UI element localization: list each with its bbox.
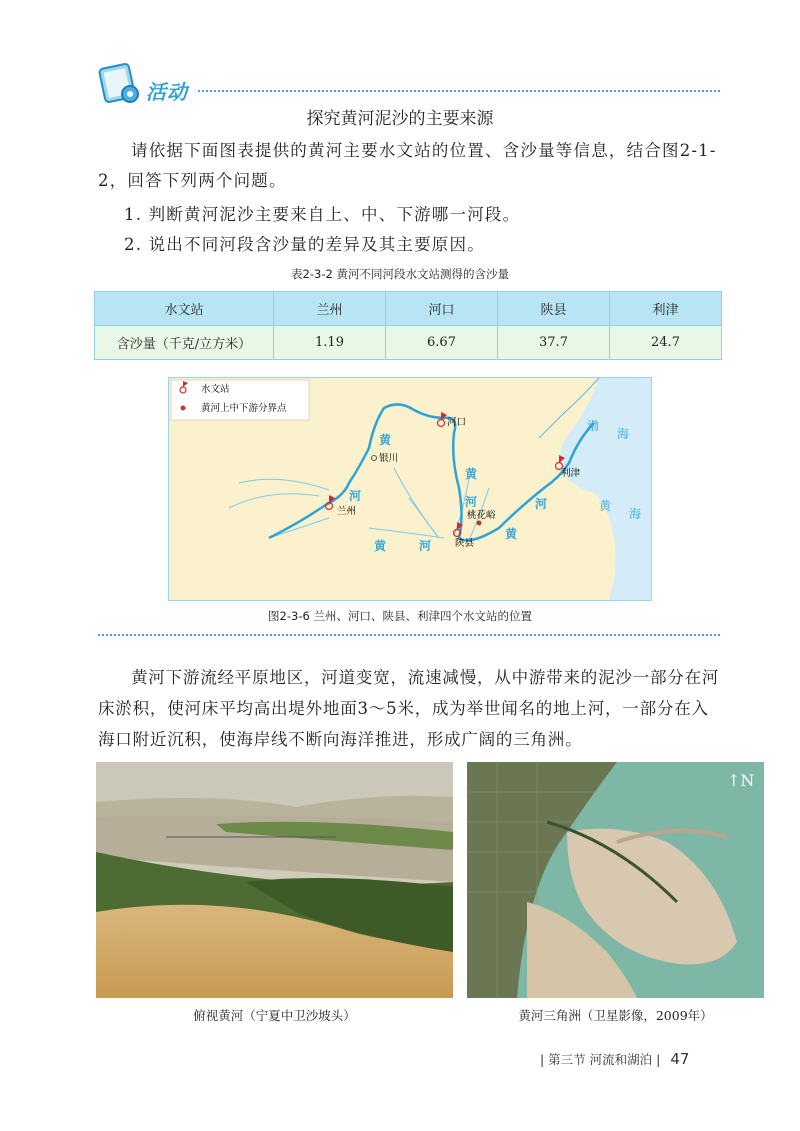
photo-right-caption: 黄河三角洲（卫星影像，2009年） [518, 1008, 713, 1023]
north-arrow-label: ↑N [727, 771, 755, 790]
table-cell: 24.7 [610, 326, 722, 360]
city-hekou: 河口 [447, 417, 467, 428]
river-label: 河 [349, 489, 362, 503]
river-label: 河 [419, 539, 432, 553]
page-number: 47 [670, 1050, 690, 1068]
table-cell: 6.67 [386, 326, 498, 360]
yellow-river-map [168, 377, 652, 601]
table-header-cell: 兰州 [274, 292, 386, 326]
table-row [95, 326, 722, 360]
city-shanxian: 陕县 [455, 538, 475, 549]
table-cell: 37.7 [498, 326, 610, 360]
city-yinchuan: 银川 [379, 453, 399, 464]
legend-station-label: 水文站 [201, 384, 230, 395]
table-header-cell: 陕县 [498, 292, 610, 326]
city-lijin: 利津 [561, 468, 581, 479]
table-header-cell: 水文站 [95, 292, 274, 326]
table-header-row [95, 292, 722, 326]
sediment-table [94, 291, 722, 360]
river-label: 黄 [374, 539, 387, 553]
map-caption: 图2-3-6 兰州、河口、陕县、利津四个水文站的位置 [268, 609, 532, 623]
sea-area [560, 378, 651, 600]
activity-notebook-icon [96, 60, 142, 106]
river-label: 黄 [465, 467, 478, 481]
footer-section: | 第三节 河流和湖泊 | [540, 1052, 661, 1067]
body-paragraph: 黄河下游流经平原地区，河道变宽，流速减慢，从中游带来的泥沙一部分在河床淤积，使河床平均高出堤外地面3～5米，成为举世闻名的地上河，一部分在入海口附近沉积，使海岸线不断向海洋推进，形成广阔的三角洲。 [98, 668, 720, 749]
table-cell: 1.19 [274, 326, 386, 360]
river-label: 河 [465, 495, 478, 509]
city-lanzhou: 兰州 [337, 506, 357, 517]
photo-yellow-river-overlook [96, 762, 453, 998]
river-label: 河 [535, 497, 548, 511]
station-hekou-icon [438, 412, 448, 427]
station-lanzhou-icon [326, 495, 336, 510]
tributaries [229, 468, 489, 540]
sea-label: 渤 [587, 419, 600, 433]
activity-title: 探究黄河泥沙的主要来源 [306, 109, 494, 129]
river-label: 黄 [379, 433, 392, 447]
section-divider [98, 634, 720, 636]
sea-label: 海 [629, 507, 642, 521]
table-cell: 含沙量（千克/立方米） [95, 326, 274, 360]
sea-label: 黄 [599, 499, 612, 513]
city-huayuankou: 桃花峪 [467, 510, 496, 521]
legend-boundary-label: 黄河上中下游分界点 [201, 403, 287, 414]
intro-paragraph: 请依据下面图表提供的黄河主要水文站的位置、含沙量等信息，结合图2-1-2，回答下列两个问题。 [98, 141, 717, 190]
table-header-cell: 利津 [610, 292, 722, 326]
activity-divider [198, 90, 720, 92]
boundary-point-huayuankou [477, 521, 482, 526]
table-caption: 表2-3-2 黄河不同河段水文站测得的含沙量 [291, 267, 509, 281]
photo-yellow-river-delta-satellite [467, 762, 764, 998]
page-footer [540, 1050, 689, 1068]
table-header-cell: 河口 [386, 292, 498, 326]
map-legend [171, 380, 309, 420]
photo-left-caption: 俯视黄河（宁夏中卫沙坡头） [193, 1008, 356, 1023]
question-1: 1. 判断黄河泥沙主要来自上、中、下游哪一河段。 [124, 205, 521, 224]
city-dot-yinchuan [372, 456, 377, 461]
sea-label: 海 [617, 427, 630, 441]
river-label: 黄 [505, 527, 518, 541]
boundary-legend-icon [181, 406, 186, 411]
activity-label: 活动 [146, 80, 188, 104]
question-2: 2. 说出不同河段含沙量的差异及其主要原因。 [124, 235, 485, 254]
yellow-river-mainstream [269, 404, 594, 540]
